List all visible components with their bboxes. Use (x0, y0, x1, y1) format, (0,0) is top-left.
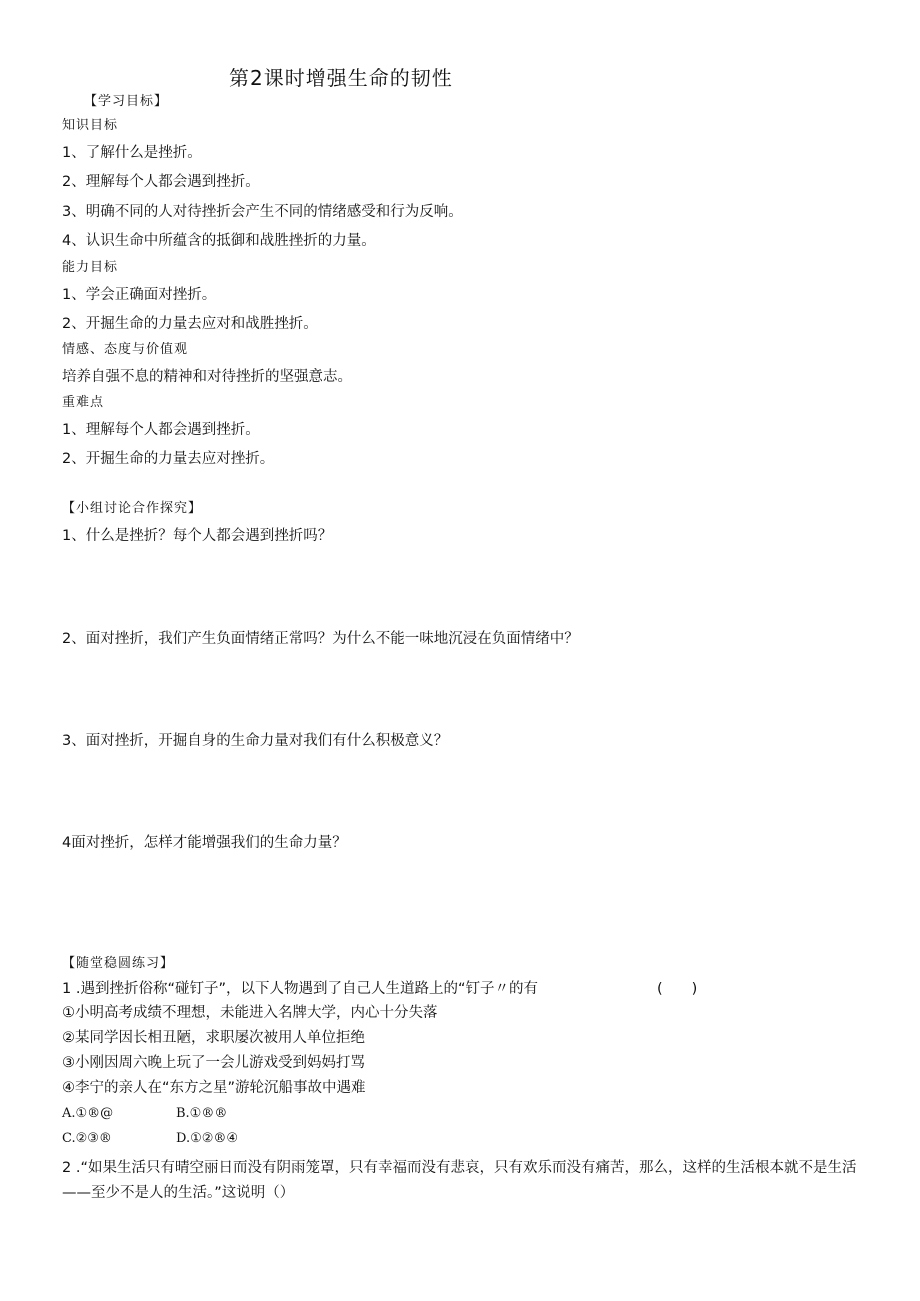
knowledge-item: 3、明确不同的人对待挫折会产生不同的情绪感受和行为反响。 (62, 204, 463, 220)
option-c: C.②③® (62, 1131, 112, 1146)
objectives-header: 【学习目标】 (84, 94, 169, 109)
discussion-question: 2、面对挫折，我们产生负面情绪正常吗？为什么不能一味地沉浸在负面情绪中？ (62, 631, 579, 647)
ability-label: 能力目标 (62, 260, 119, 275)
ability-item: 1、学会正确面对挫折。 (62, 287, 217, 303)
key-point-item: 2、开掘生命的力量去应对挫折。 (62, 451, 275, 467)
option-d: D.①②®④ (176, 1131, 239, 1146)
values-label: 情感、态度与价值观 (62, 342, 189, 357)
key-points-label: 重难点 (62, 395, 105, 410)
question-1-statement: ③小刚因周六晚上玩了一会儿游戏受到妈妈打骂 (62, 1055, 365, 1071)
discussion-question: 1、什么是挫折？每个人都会遇到挫折吗？ (62, 528, 333, 544)
question-1-statement: ④李宁的亲人在“东方之星”游轮沉船事故中遇难 (62, 1080, 366, 1096)
discussion-question: 3、面对挫折，开掘自身的生命力量对我们有什么积极意义？ (62, 733, 449, 749)
values-item: 培养自强不息的精神和对待挫折的坚强意志。 (62, 369, 352, 385)
knowledge-item: 4、认识生命中所蕴含的抵御和战胜挫折的力量。 (62, 233, 376, 249)
practice-header: 【随堂稳圆练习】 (62, 956, 175, 971)
page-title: 第2课时增强生命的韧性 (229, 66, 453, 90)
question-1-answer-blank: ( ) (657, 981, 698, 997)
knowledge-item: 2、理解每个人都会遇到挫折。 (62, 174, 260, 190)
option-a: A.①®@ (62, 1106, 114, 1121)
ability-item: 2、开掘生命的力量去应对和战胜挫折。 (62, 316, 318, 332)
question-1-stem: 1 .遇到挫折俗称“碰钉子”，以下人物遇到了自己人生道路上的“钉子〃的有 (62, 981, 538, 997)
question-1-statement: ②某同学因长相丑陋，求职屡次被用人单位拒绝 (62, 1030, 365, 1046)
knowledge-item: 1、了解什么是挫折。 (62, 145, 202, 161)
discussion-question: 4面对挫折，怎样才能增强我们的生命力量？ (62, 835, 347, 851)
question-2-stem: 2 .“如果生活只有晴空丽日而没有阴雨笼罩，只有幸福而没有悲哀，只有欢乐而没有痛苦，那么，这样的生活根本就不是生活——至少不是人的生活。”这说明（） (62, 1160, 857, 1201)
knowledge-label: 知识目标 (62, 118, 119, 133)
key-point-item: 1、理解每个人都会遇到挫折。 (62, 422, 260, 438)
discussion-header: 【小组讨论合作探究】 (62, 501, 203, 516)
question-1-statement: ①小明高考成绩不理想，未能进入名牌大学，内心十分失落 (62, 1005, 438, 1021)
option-b: B.①®® (176, 1106, 228, 1121)
